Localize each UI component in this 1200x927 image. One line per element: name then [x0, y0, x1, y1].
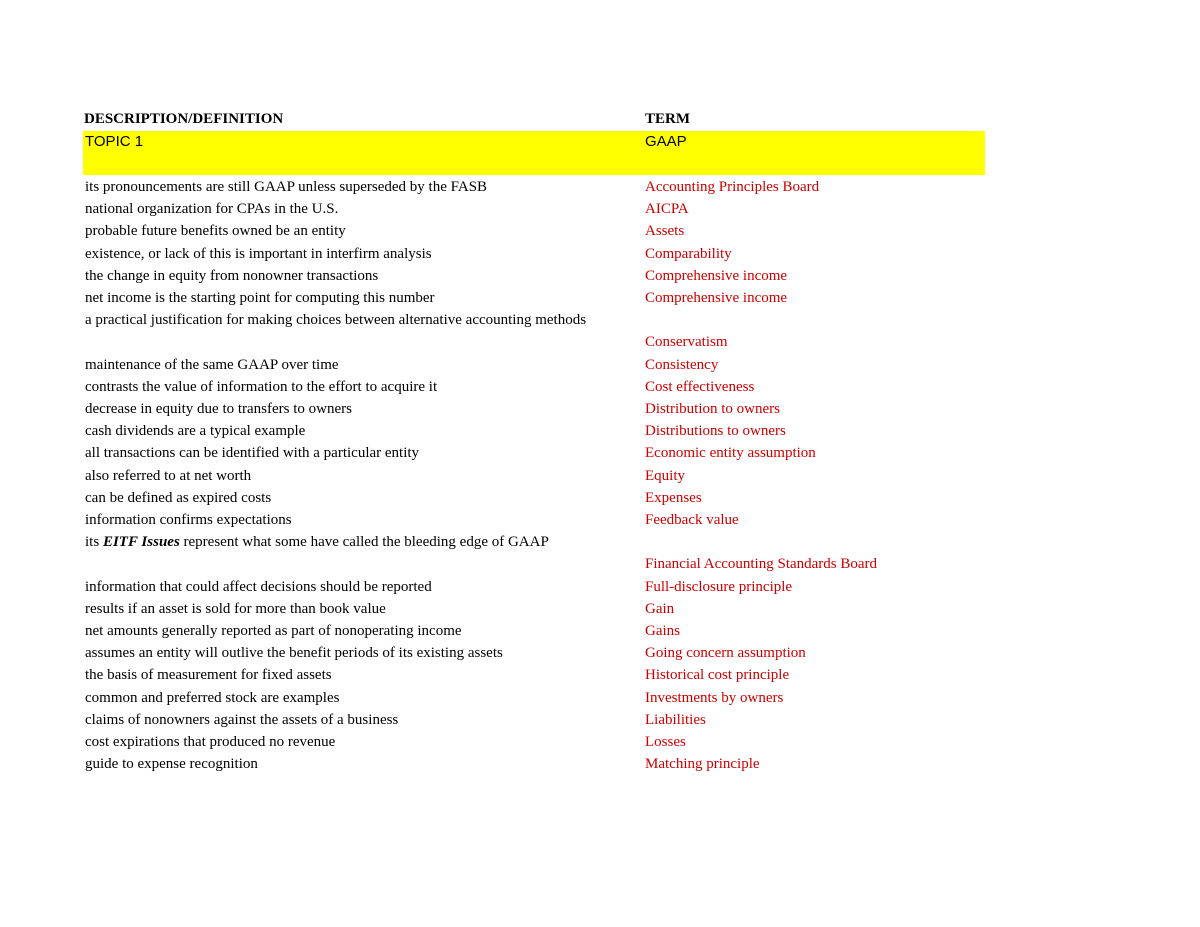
row-term: Feedback value	[645, 512, 739, 528]
topic-band	[83, 131, 985, 175]
row-term: AICPA	[645, 201, 689, 218]
row-term: Expenses	[645, 489, 702, 506]
row-description: its pronouncements are still GAAP unless superseded by the FASB	[85, 179, 488, 195]
row-description: common and preferred stock are examples	[85, 689, 340, 706]
row-term: Consistency	[645, 356, 719, 373]
row-description: can be defined as expired costs	[85, 489, 272, 506]
row-description: the basis of measurement for fixed assets	[85, 667, 332, 684]
row-term: Conservatism	[645, 334, 728, 351]
row-description	[85, 531, 605, 553]
row-term: Going concern assumption	[645, 645, 806, 662]
row-description: guide to expense recognition	[85, 756, 258, 773]
row-description: claims of nonowners against the assets of a business	[85, 711, 399, 728]
row-description: information confirms expectations	[85, 512, 292, 528]
topic-term: GAAP	[645, 133, 687, 150]
row-term: Comprehensive income	[645, 267, 788, 284]
row-description: net income is the starting point for computing this number	[85, 290, 435, 306]
row-description: maintenance of the same GAAP over time	[85, 356, 339, 373]
row-description: probable future benefits owned be an entity	[85, 223, 346, 240]
row-description: national organization for CPAs in the U.S.	[85, 201, 339, 218]
row-term: Assets	[645, 223, 685, 240]
row-term: Financial Accounting Standards Board	[645, 556, 878, 573]
term-column-header: TERM	[645, 111, 690, 127]
row-term: Distributions to owners	[645, 423, 786, 440]
description-prefix: its	[85, 534, 103, 551]
row-term: Cost effectiveness	[645, 378, 755, 395]
row-description: information that could affect decisions should be reported	[85, 578, 432, 595]
row-description: all transactions can be identified with a particular entity	[85, 445, 420, 462]
row-description: contrasts the value of information to the effort to acquire it	[85, 378, 438, 395]
row-term: Liabilities	[645, 711, 706, 728]
description-column-header: DESCRIPTION/DEFINITION	[84, 111, 284, 127]
row-term: Full-disclosure principle	[645, 578, 793, 595]
row-description: decrease in equity due to transfers to owners	[85, 401, 352, 417]
description-emphasis: EITF Issues	[102, 534, 180, 551]
row-description: assumes an entity will outlive the benefit periods of its existing assets	[85, 645, 503, 662]
row-term: Losses	[645, 734, 686, 750]
row-term: Gain	[645, 600, 675, 617]
row-term: Accounting Principles Board	[645, 179, 820, 195]
row-description: a practical justification for making choices between alternative accounting methods	[85, 312, 587, 329]
row-term: Gains	[645, 623, 680, 639]
row-term: Distribution to owners	[645, 401, 780, 417]
row-description: also referred to at net worth	[85, 467, 252, 484]
row-description: net amounts generally reported as part of nonoperating income	[85, 623, 462, 639]
row-term: Historical cost principle	[645, 667, 790, 684]
topic-label: TOPIC 1	[85, 133, 144, 150]
row-description: existence, or lack of this is important in interfirm analysis	[85, 245, 432, 262]
row-term: Comprehensive income	[645, 290, 788, 306]
row-description: cost expirations that produced no revenue	[85, 734, 336, 750]
row-term: Economic entity assumption	[645, 445, 816, 462]
row-description: results if an asset is sold for more than book value	[85, 600, 386, 617]
row-term: Comparability	[645, 245, 732, 262]
description-suffix: represent what some have called the bleeding edge of GAAP	[179, 534, 549, 551]
row-description: cash dividends are a typical example	[85, 423, 306, 440]
row-term: Equity	[645, 467, 685, 484]
row-term: Matching principle	[645, 756, 760, 773]
row-description: the change in equity from nonowner transactions	[85, 267, 379, 284]
row-term: Investments by owners	[645, 689, 784, 706]
